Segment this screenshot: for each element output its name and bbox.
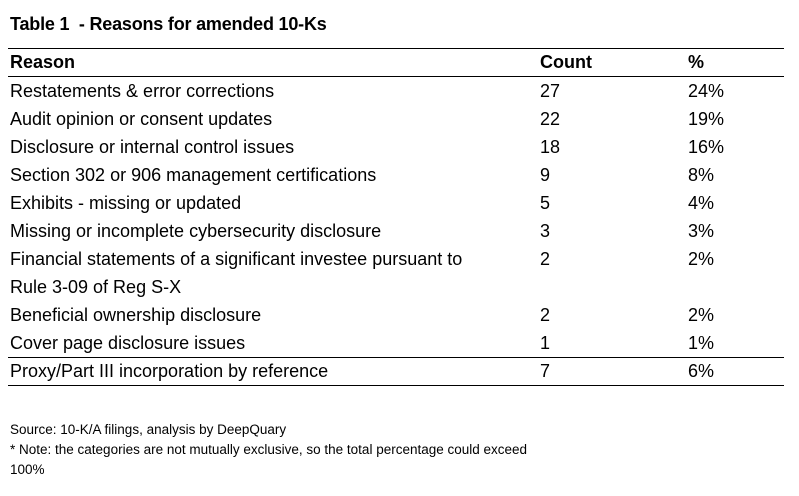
row-reason: Section 302 or 906 management certifications <box>10 165 377 185</box>
row-reason: Missing or incomplete cybersecurity disclosure <box>10 221 382 241</box>
row-count: 2 <box>540 249 551 269</box>
table-title: Table 1 - Reasons for amended 10-Ks <box>10 14 327 34</box>
table-row <box>8 133 784 161</box>
row-percent: 6% <box>686 358 784 386</box>
row-percent: 3% <box>688 221 715 241</box>
table-row <box>8 329 784 358</box>
table-row <box>8 77 784 106</box>
row-percent: 4% <box>688 193 715 213</box>
row-count: 18 <box>540 137 561 157</box>
row-count: 3 <box>540 221 551 241</box>
table-row <box>8 358 784 386</box>
row-count: 5 <box>540 193 551 213</box>
row-percent: 1% <box>688 333 715 353</box>
row-count: 2 <box>540 305 551 325</box>
header-reason: Reason <box>8 49 538 77</box>
table-header-row <box>8 49 784 77</box>
row-count: 22 <box>540 109 561 129</box>
row-reason: Audit opinion or consent updates <box>10 109 273 129</box>
row-percent: 2% <box>688 305 715 325</box>
row-count: 27 <box>540 81 561 101</box>
row-reason: Cover page disclosure issues <box>10 333 246 353</box>
table-row <box>8 301 784 329</box>
row-percent: 2% <box>688 249 715 269</box>
header-count: Count <box>538 49 686 77</box>
table-row <box>8 161 784 189</box>
table-row <box>8 105 784 133</box>
row-count: 7 <box>538 358 686 386</box>
row-reason: Financial statements of a significant investee pursuant to Rule 3-09 of Reg S-X <box>10 249 463 297</box>
table-row <box>8 245 784 301</box>
row-count: 1 <box>540 333 551 353</box>
row-reason: Restatements & error corrections <box>10 81 275 101</box>
disclaimer-note: * Note: the categories are not mutually exclusive, so the total percentage could exceed 100% <box>10 442 528 477</box>
row-percent: 16% <box>688 137 725 157</box>
row-reason: Disclosure or internal control issues <box>10 137 295 157</box>
source-note: Source: 10-K/A filings, analysis by DeepQuary <box>10 422 287 437</box>
table-footnotes <box>10 420 550 480</box>
header-percent: % <box>686 49 784 77</box>
row-count: 9 <box>540 165 551 185</box>
row-percent: 8% <box>688 165 715 185</box>
row-reason: Proxy/Part III incorporation by reference <box>8 358 538 386</box>
row-percent: 24% <box>688 81 725 101</box>
row-percent: 19% <box>688 109 725 129</box>
table-row <box>8 189 784 217</box>
row-reason: Beneficial ownership disclosure <box>10 305 262 325</box>
table-row <box>8 217 784 245</box>
row-reason: Exhibits - missing or updated <box>10 193 242 213</box>
amended-10k-reasons-table <box>8 48 784 386</box>
